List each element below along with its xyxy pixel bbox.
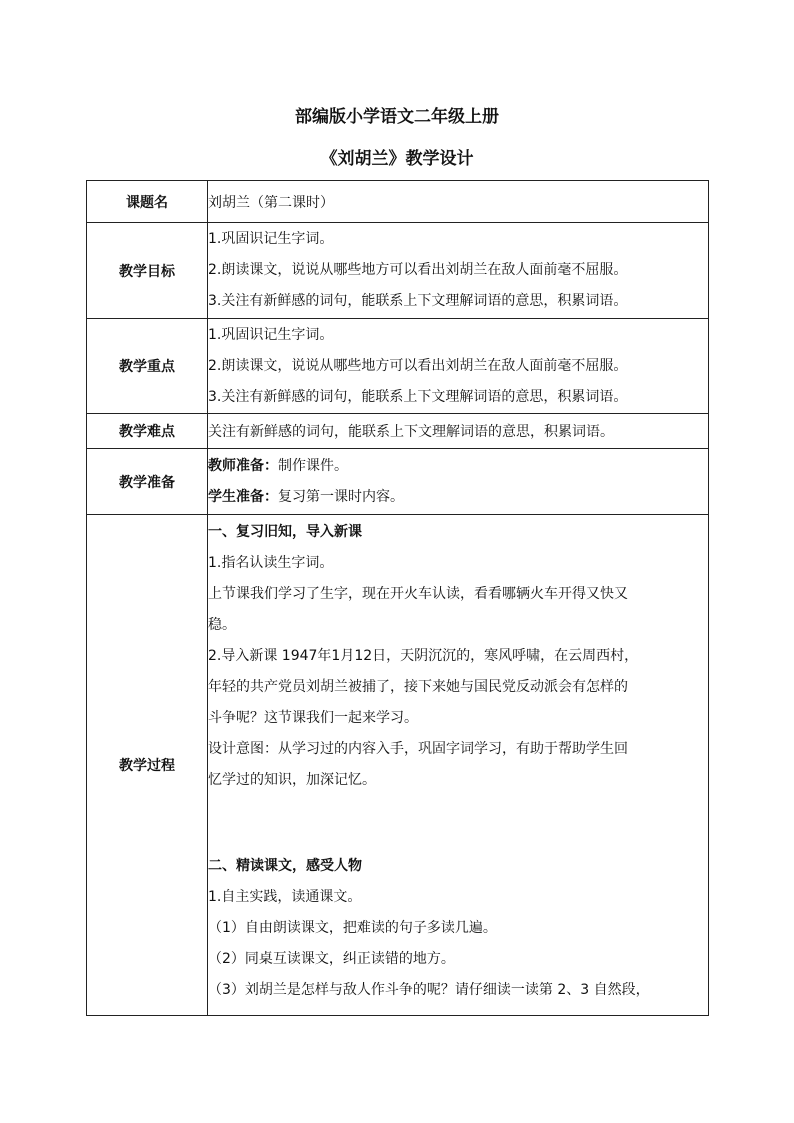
- difficulty-value: 关注有新鲜感的词句，能联系上下文理解词语的意思，积累词语。: [208, 414, 709, 449]
- process-line: （3）刘胡兰是怎样与敌人作斗争的呢？请仔细读一读第 2、3 自然段，: [208, 982, 650, 998]
- process-line: 稳。: [208, 617, 236, 633]
- topic-value: 刘胡兰（第二课时）: [208, 181, 709, 223]
- process-content: [208, 515, 709, 1016]
- section-heading: 二、精读课文，感受人物: [208, 858, 362, 874]
- table-row-difficulty: [87, 414, 709, 449]
- table-row-focus: [87, 319, 709, 414]
- table-row-prep: [87, 449, 709, 515]
- student-prep-label: 学生准备：: [208, 488, 278, 505]
- teacher-prep-label: 教师准备：: [208, 457, 278, 474]
- student-prep: [208, 482, 708, 513]
- process-line: 上节课我们学习了生字，现在开火车认读，看看哪辆火车开得又快又: [208, 586, 628, 602]
- focus-item: 2.朗读课文，说说从哪些地方可以看出刘胡兰在敌人面前毫不屈服。: [208, 357, 628, 374]
- difficulty-label: 教学难点: [87, 414, 208, 449]
- focus-label: 教学重点: [87, 319, 208, 414]
- process-line: 设计意图：从学习过的内容入手，巩固字词学习，有助于帮助学生回: [208, 741, 628, 757]
- process-line: （2）同桌互读课文，纠正读错的地方。: [208, 951, 455, 967]
- goal-item: 1.巩固识记生字词。: [208, 231, 334, 247]
- lesson-plan-table: [86, 180, 709, 1016]
- process-label: 教学过程: [87, 515, 208, 1016]
- document-title: 部编版小学语文二年级上册: [295, 107, 499, 127]
- process-line: 1.指名认读生字词。: [208, 555, 334, 571]
- topic-label: 课题名: [87, 181, 208, 223]
- goals-label: 教学目标: [87, 223, 208, 319]
- goal-item: 2.朗读课文，说说从哪些地方可以看出刘胡兰在敌人面前毫不屈服。: [208, 262, 628, 278]
- process-line: 1.自主实践，读通课文。: [208, 889, 362, 905]
- prep-content: [208, 449, 709, 515]
- focus-item: 3.关注有新鲜感的词句，能联系上下文理解词语的意思，积累词语。: [208, 388, 628, 405]
- process-line: （1）自由朗读课文，把难读的句子多读几遍。: [208, 920, 497, 936]
- document-subtitle: 《刘胡兰》教学设计: [320, 149, 474, 169]
- process-line: 斗争呢？这节课我们一起来学习。: [208, 710, 418, 726]
- section-heading: 一、复习旧知，导入新课: [208, 524, 362, 540]
- focus-item: 1.巩固识记生字词。: [208, 326, 334, 343]
- process-line: 忆学过的知识，加深记忆。: [208, 772, 376, 788]
- goal-item: 3.关注有新鲜感的词句，能联系上下文理解词语的意思，积累词语。: [208, 293, 628, 309]
- table-row-process: [87, 515, 709, 1016]
- process-line: 年轻的共产党员刘胡兰被捕了，接下来她与国民党反动派会有怎样的: [208, 679, 628, 695]
- teacher-prep: [208, 451, 708, 482]
- student-prep-value: 复习第一课时内容。: [278, 488, 404, 505]
- teacher-prep-value: 制作课件。: [278, 457, 348, 474]
- process-line: 2.导入新课 1947年1月12日，天阴沉沉的，寒风呼啸，在云周西村，: [208, 648, 639, 664]
- goals-content: [208, 223, 709, 319]
- focus-content: [208, 319, 709, 414]
- prep-label: 教学准备: [87, 449, 208, 515]
- table-row-goals: [87, 223, 709, 319]
- table-row-topic: [87, 181, 709, 223]
